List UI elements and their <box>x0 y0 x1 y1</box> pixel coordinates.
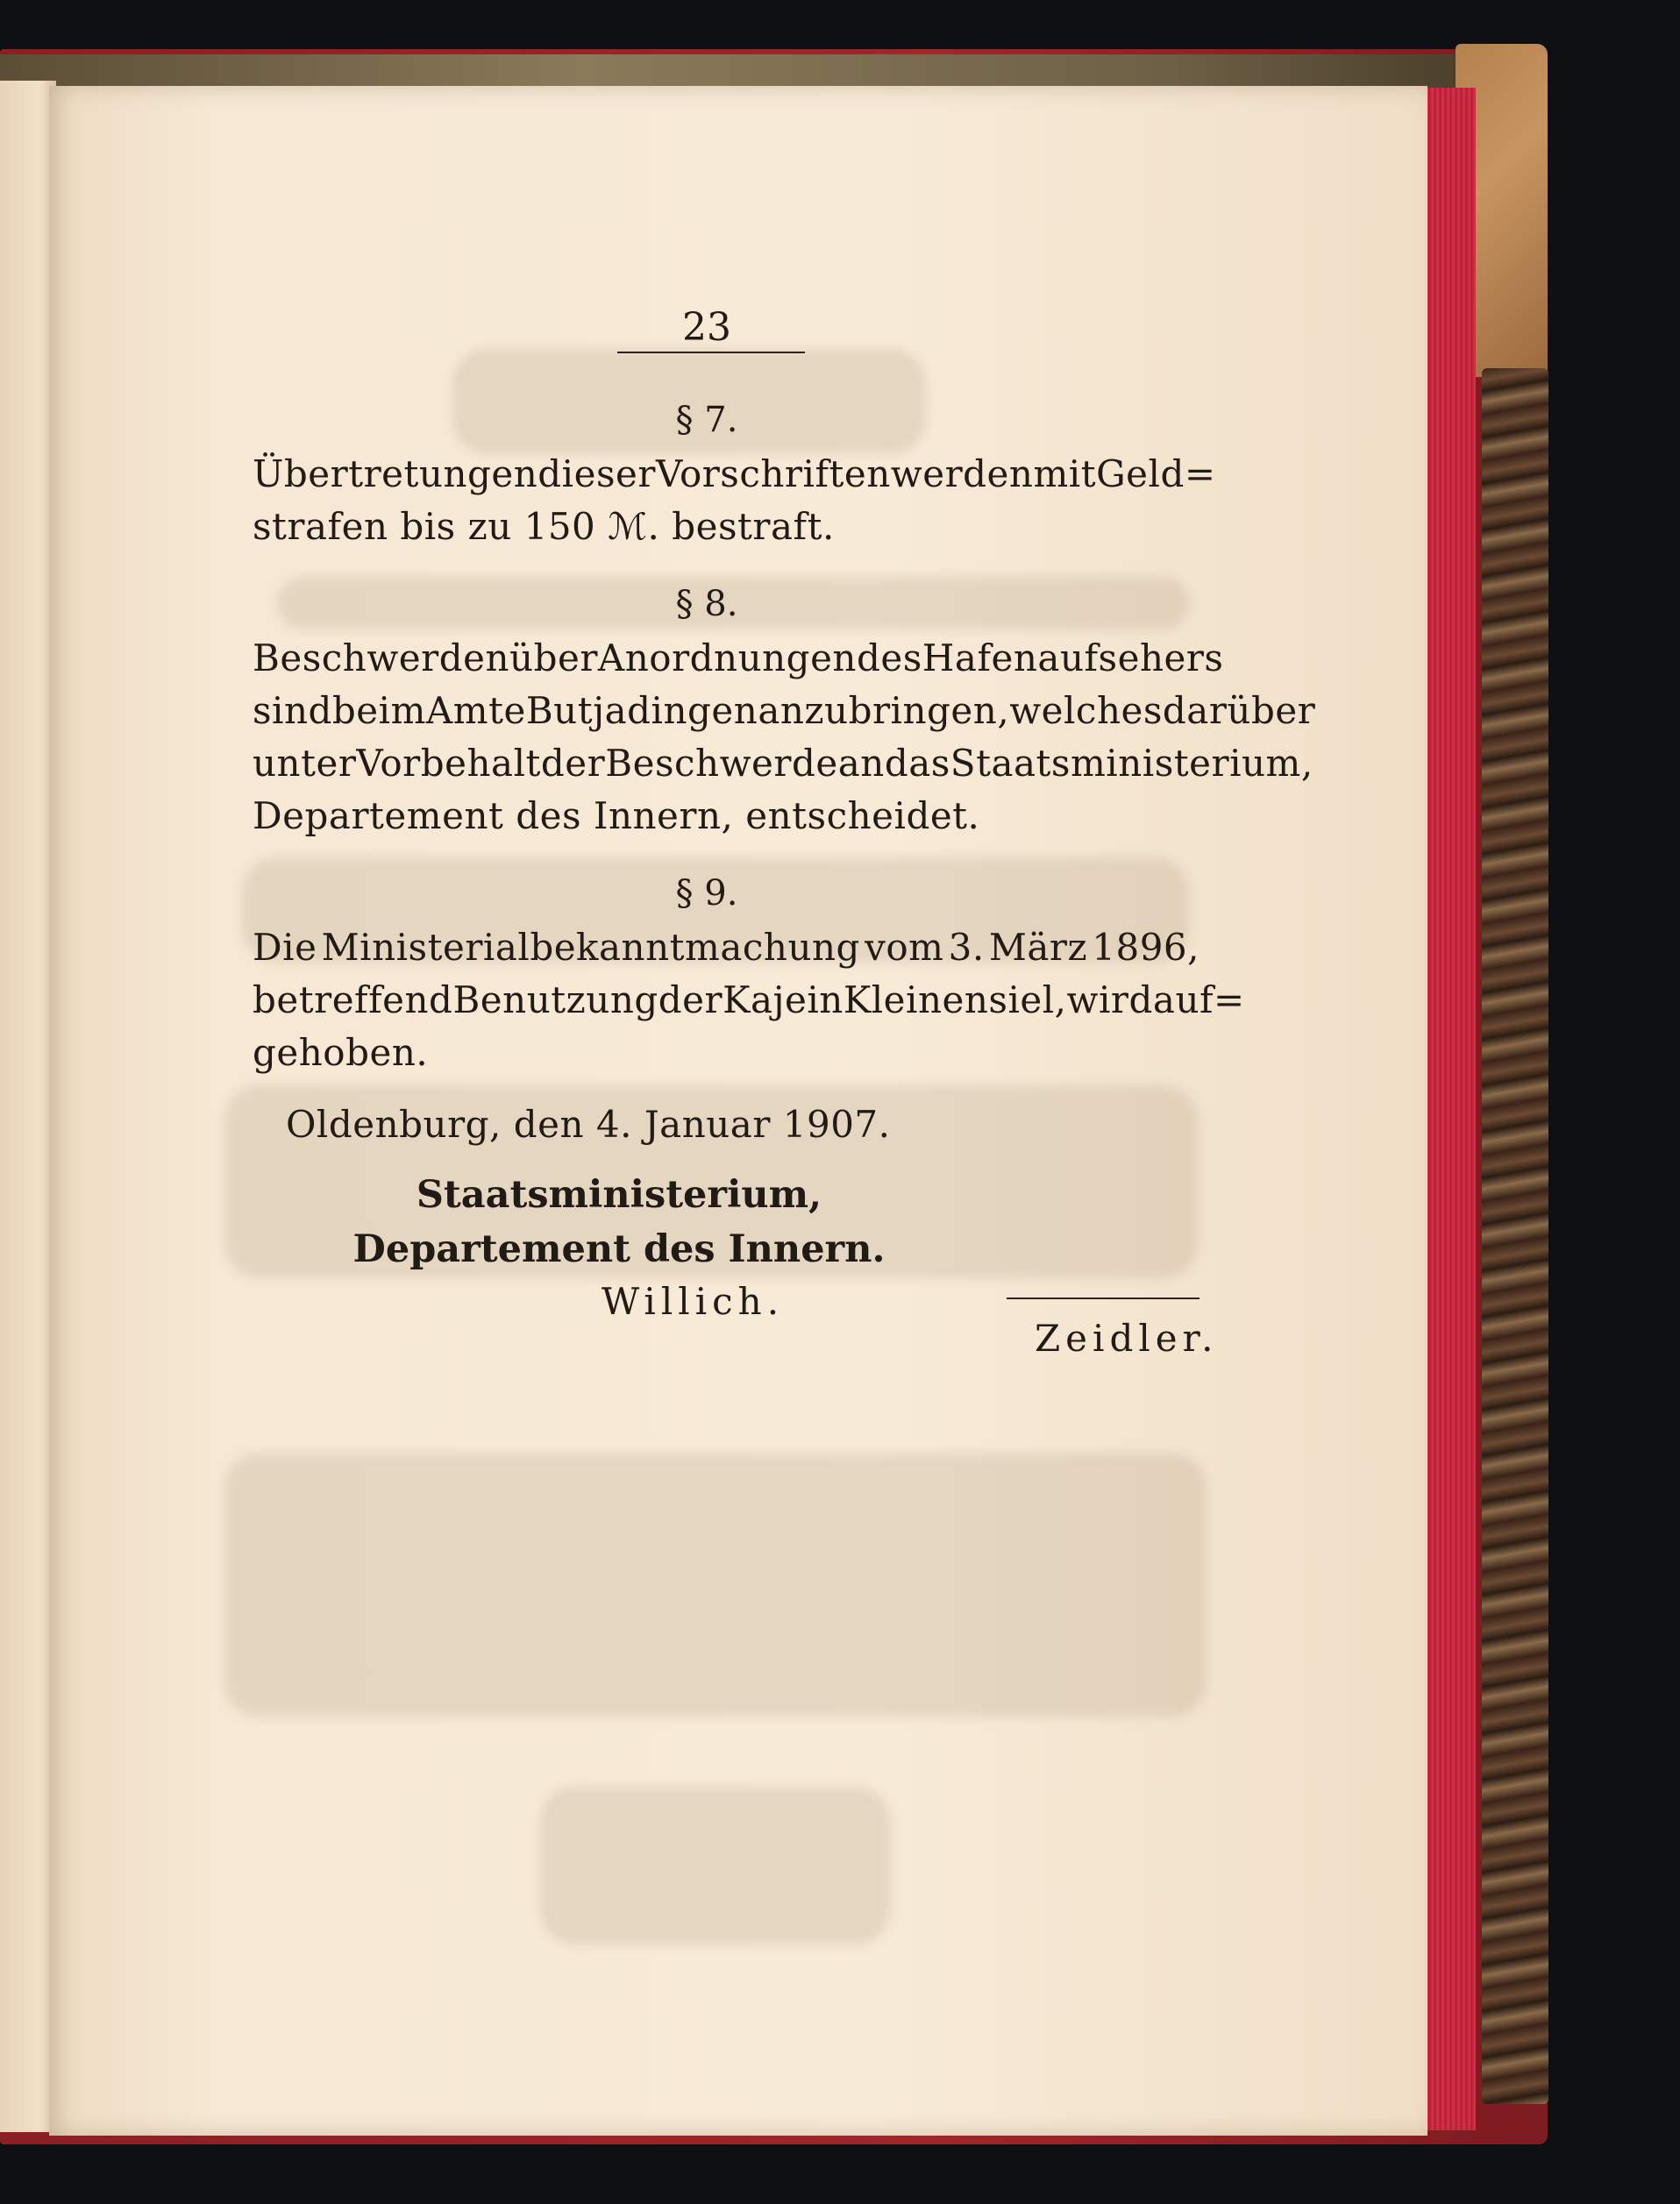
word: Kleinensiel, <box>843 978 1067 1021</box>
show-through-texture <box>224 296 1224 2032</box>
word: unter <box>253 742 357 785</box>
word: 1896, <box>1092 926 1199 969</box>
section-heading: § 8. <box>675 584 738 624</box>
word: Amte <box>425 689 526 732</box>
marbled-fore-edge <box>1482 368 1548 2104</box>
text-line <box>253 689 1316 732</box>
word: März <box>988 926 1088 969</box>
book-top-edge <box>0 54 1456 89</box>
place-date: Oldenburg, den 4. Januar 1907. <box>286 1103 891 1146</box>
word: wird <box>1066 978 1153 1021</box>
word: auf= <box>1152 978 1245 1021</box>
word: darüber <box>1162 689 1316 732</box>
word: Benutzung <box>452 978 658 1021</box>
section-heading: § 9. <box>675 873 738 914</box>
page-number-rule <box>617 352 805 353</box>
text-line: strafen bis zu 150 ℳ. bestraft. <box>253 505 835 548</box>
word: Kaje <box>723 978 808 1021</box>
word: in <box>807 978 844 1021</box>
left-page-sliver <box>0 81 56 2132</box>
word: Ministerialbekanntmachung <box>321 926 860 969</box>
word: Vorbehalt <box>356 742 541 785</box>
word: vom <box>865 926 944 969</box>
word: das <box>884 742 950 785</box>
document-page <box>49 86 1427 2136</box>
word: Hafenaufsehers <box>922 636 1224 679</box>
word: 3. <box>948 926 985 969</box>
word: Butjadingen <box>525 689 758 732</box>
word: Beschwerde <box>605 742 838 785</box>
word: Die <box>253 926 317 969</box>
signature-authority-line1: Staatsministerium, <box>416 1173 822 1217</box>
text-line <box>253 978 1245 1021</box>
word: werden <box>890 452 1034 495</box>
word: über <box>509 636 598 679</box>
text-line <box>253 926 1199 969</box>
word: der <box>658 978 723 1021</box>
word: mit <box>1033 452 1097 495</box>
word: der <box>540 742 606 785</box>
text-line <box>253 742 1313 785</box>
word: Staatsministerium, <box>950 742 1313 785</box>
word: Anordnungen <box>597 636 857 679</box>
word: des <box>856 636 922 679</box>
page-number: 23 <box>682 305 731 350</box>
signature-secretary: Zeidler. <box>1035 1317 1219 1360</box>
signature-authority-line2: Departement des Innern. <box>352 1227 886 1271</box>
text-line <box>253 636 1224 679</box>
word: anzubringen, <box>758 689 1010 732</box>
word: Beschwerden <box>253 636 510 679</box>
word: an <box>837 742 885 785</box>
signature-minister: Willich. <box>602 1280 785 1323</box>
word: Vorschriften <box>655 452 891 495</box>
text-line <box>253 452 1216 495</box>
text-line: gehoben. <box>253 1031 429 1074</box>
word: beim <box>331 689 426 732</box>
word: welches <box>1009 689 1163 732</box>
signature-rule <box>1007 1298 1199 1299</box>
section-heading: § 7. <box>675 400 738 440</box>
text-line: Departement des Innern, entscheidet. <box>253 794 980 837</box>
word: dieser <box>537 452 656 495</box>
word: betreffend <box>253 978 453 1021</box>
word: sind <box>253 689 332 732</box>
page-stack-red-edge <box>1425 88 1476 2130</box>
word: Geld= <box>1096 452 1216 495</box>
word: Übertretungen <box>253 452 538 495</box>
